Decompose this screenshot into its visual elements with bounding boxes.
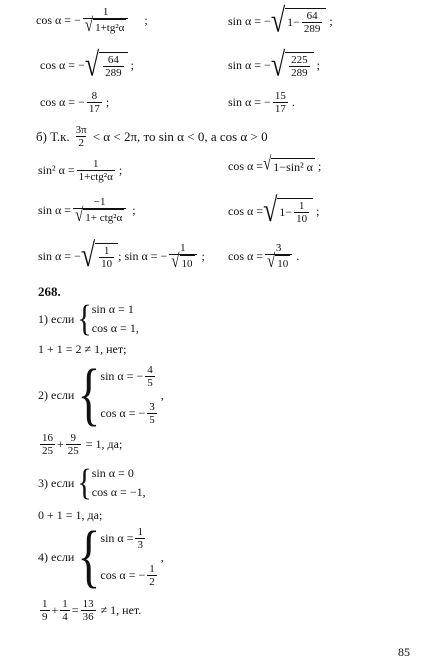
sqrt: √ 10 bbox=[267, 251, 289, 273]
eq-sin-b2: sin α = −1 √ 1+ ctg²α ; bbox=[38, 196, 136, 227]
case-3-check: 0 + 1 = 1, да; bbox=[38, 508, 103, 522]
eq-cos-b3: cos α = 3 √ 10 . bbox=[228, 242, 300, 273]
system: sin α = − $\frac{4}{5}$ cos α = − $\frac{3}{5}$ bbox=[100, 364, 155, 426]
case-4-check: $\frac{1}{9}$ + $\frac{1}{4}$ = $\frac{13}{36}$ ≠ 1, нет. bbox=[42, 598, 142, 623]
system: sin α = $\frac{1}{3}$ cos α = − $\frac{1}{2}$ bbox=[100, 526, 155, 588]
eq-cos-2: cos α = − √ $\frac{64}{289}$ ; bbox=[40, 45, 134, 84]
brace: { bbox=[77, 297, 92, 339]
eq-cos-b1: cos α = √ 1−sin² α ; bbox=[228, 154, 322, 175]
brace: { bbox=[77, 355, 101, 433]
sqrt: √ $\frac{1}{10}$ bbox=[81, 243, 118, 270]
sqrt: √ 1− $\frac{1}{10}$ bbox=[263, 198, 313, 225]
sqrt: √ $\frac{64}{289}$ bbox=[85, 52, 128, 79]
case-3: 3) если { sin α = 0 cos α = −1 , bbox=[38, 461, 146, 503]
eq-sin-1: sin α = − √ 1− $\frac{64}{289}$ ; bbox=[228, 1, 333, 40]
sqrt: √ 1− $\frac{64}{289}$ bbox=[271, 8, 327, 35]
eq-sin-b3: sin α = − √ $\frac{1}{10}$ ; sin α = − 1 √ 10 ; bbox=[38, 235, 205, 274]
brace: { bbox=[77, 461, 92, 503]
eq-sin-2: sin α = − √ $\frac{225}{289}$ ; bbox=[228, 45, 320, 84]
system: sin α = 1 cos α = 1 bbox=[91, 302, 136, 335]
eq-cos-1: cos α = − 1 √ 1+tg²α ; bbox=[36, 6, 148, 37]
case-2: 2) если { sin α = − $\frac{4}{5}$ cos α = − $\frac{3}{5}$ , bbox=[38, 355, 164, 433]
part-b-intro: б) Т.к. $\frac{3\pi}{2}$ < α < 2π, то sin α < 0, а cos α > 0 bbox=[36, 124, 268, 149]
sqrt: √ 1−sin² α bbox=[263, 154, 313, 175]
system: sin α = 0 cos α = −1 bbox=[91, 466, 143, 499]
page-number: 85 bbox=[398, 645, 410, 659]
brace: { bbox=[77, 517, 101, 595]
sqrt: √ 1+ ctg²α bbox=[75, 205, 123, 227]
eq-cos-b2: cos α = √ 1− $\frac{1}{10}$ ; bbox=[228, 191, 320, 230]
eq-lhs: cos α = − bbox=[36, 12, 81, 27]
eq-cos-3: cos α = − $\frac{8}{17}$ ; bbox=[40, 90, 110, 115]
case-2-check: $\frac{16}{25}$ + $\frac{9}{25}$ = 1, да; bbox=[42, 432, 123, 457]
case-1-check: 1 + 1 = 2 ≠ 1, нет; bbox=[38, 342, 127, 356]
sqrt: √ 10 bbox=[171, 251, 193, 273]
sqrt: √ $\frac{225}{289}$ bbox=[271, 52, 314, 79]
fraction: 1 √ 1+tg²α bbox=[83, 6, 129, 34]
section-number: 268. bbox=[38, 284, 61, 299]
case-4: 4) если { sin α = $\frac{1}{3}$ cos α = − $\frac{1}{2}$ , bbox=[38, 517, 164, 595]
sqrt: √ 1+tg²α bbox=[84, 15, 125, 37]
case-1: 1) если { sin α = 1 cos α = 1 , bbox=[38, 297, 139, 339]
eq-sin-3: sin α = − $\frac{15}{17}$ . bbox=[228, 90, 295, 115]
eq-sin2: sin² α = $\frac{1}{\text{1+ctg²α}}$ ; bbox=[38, 158, 123, 183]
